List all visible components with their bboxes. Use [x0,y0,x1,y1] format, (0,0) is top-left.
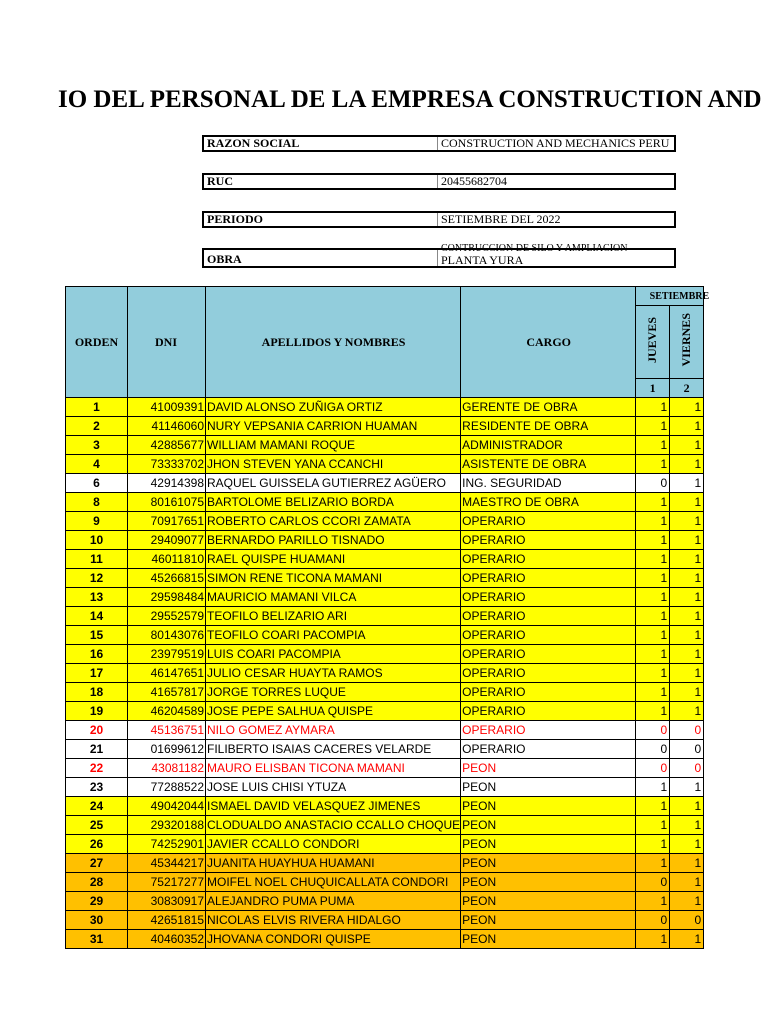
cell-day1[interactable]: 1 [636,835,670,854]
cell-day2[interactable]: 1 [670,664,704,683]
cell-day2[interactable]: 1 [670,398,704,417]
cell-orden[interactable]: 6 [66,474,128,493]
cell-nombre[interactable]: MAURICIO MAMANI VILCA [206,588,461,607]
cell-dni[interactable]: 41146060 [128,417,206,436]
cell-day1[interactable]: 1 [636,816,670,835]
table-row [66,398,704,417]
attendance-table [65,286,710,949]
cell-day2[interactable]: 1 [670,645,704,664]
header-day2-num[interactable]: 2 [670,379,704,398]
cell-dni[interactable]: 42914398 [128,474,206,493]
cell-dni[interactable]: 40460352 [128,930,206,949]
cell-orden[interactable]: 19 [66,702,128,721]
cell-cargo[interactable]: OPERARIO [461,531,636,550]
cell-orden[interactable]: 25 [66,816,128,835]
cell-day2[interactable]: 1 [670,854,704,873]
cell-orden[interactable]: 3 [66,436,128,455]
cell-orden[interactable]: 2 [66,417,128,436]
cell-day2[interactable]: 1 [670,816,704,835]
cell-dni[interactable]: 41009391 [128,398,206,417]
cell-cargo[interactable]: PEON [461,759,636,778]
cell-day2[interactable]: 1 [670,417,704,436]
table-row [66,607,704,626]
cell-cargo[interactable]: PEON [461,892,636,911]
cell-cargo[interactable]: RESIDENTE DE OBRA [461,417,636,436]
table-row [66,455,704,474]
periodo-row [202,211,676,228]
table-row [66,474,704,493]
cell-day1[interactable]: 1 [636,607,670,626]
cell-orden[interactable]: 24 [66,797,128,816]
cell-day1[interactable]: 1 [636,664,670,683]
razon-social-label: RAZON SOCIAL [204,137,438,150]
cell-day1[interactable]: 1 [636,930,670,949]
cell-nombre[interactable]: JOSE LUIS CHISI YTUZA [206,778,461,797]
table-row [66,626,704,645]
cell-day1[interactable]: 0 [636,759,670,778]
cell-dni[interactable]: 41657817 [128,683,206,702]
cell-day1[interactable]: 1 [636,645,670,664]
table-row [66,816,704,835]
cell-nombre[interactable]: NURY VEPSANIA CARRION HUAMAN [206,417,461,436]
periodo-label: PERIODO [204,213,438,226]
cell-day1[interactable]: 1 [636,588,670,607]
periodo-value[interactable]: SETIEMBRE DEL 2022 [441,212,561,226]
cell-day2[interactable]: 1 [670,626,704,645]
cell-day2[interactable]: 1 [670,892,704,911]
cell-nombre[interactable]: ROBERTO CARLOS CCORI ZAMATA [206,512,461,531]
cell-day2[interactable]: 1 [670,873,704,892]
cell-day1[interactable]: 1 [636,512,670,531]
table-row [66,892,704,911]
cell-day2[interactable]: 1 [670,512,704,531]
cell-day1[interactable]: 0 [636,740,670,759]
cell-nombre[interactable]: CLODUALDO ANASTACIO CCALLO CHOQUE [206,816,461,835]
cell-cargo[interactable]: PEON [461,930,636,949]
cell-cargo[interactable]: ASISTENTE DE OBRA [461,455,636,474]
cell-dni[interactable]: 29552579 [128,607,206,626]
table-row [66,911,704,930]
cell-day1[interactable]: 1 [636,778,670,797]
cell-dni[interactable]: 70917651 [128,512,206,531]
table-row [66,702,704,721]
cell-orden[interactable]: 22 [66,759,128,778]
cell-day1[interactable]: 0 [636,911,670,930]
cell-dni[interactable]: 42885677 [128,436,206,455]
cell-day2[interactable]: 1 [670,702,704,721]
cell-nombre[interactable]: DAVID ALONSO ZUÑIGA ORTIZ [206,398,461,417]
cell-orden[interactable]: 13 [66,588,128,607]
cell-orden[interactable]: 20 [66,721,128,740]
cell-day1[interactable]: 1 [636,398,670,417]
cell-day1[interactable]: 1 [636,550,670,569]
cell-dni[interactable]: 46011810 [128,550,206,569]
sheet-title: IO DEL PERSONAL DE LA EMPRESA CONSTRUCTION AND [58,86,762,113]
cell-day1[interactable]: 1 [636,417,670,436]
cell-cargo[interactable]: OPERARIO [461,626,636,645]
cell-nombre[interactable]: JOSE PEPE SALHUA QUISPE [206,702,461,721]
cell-cargo[interactable]: OPERARIO [461,607,636,626]
cell-day1[interactable]: 1 [636,702,670,721]
razon-social-row [202,135,676,152]
cell-orden[interactable]: 9 [66,512,128,531]
cell-nombre[interactable]: ALEJANDRO PUMA PUMA [206,892,461,911]
cell-nombre[interactable]: ISMAEL DAVID VELASQUEZ JIMENES [206,797,461,816]
cell-dni[interactable]: 29409077 [128,531,206,550]
table-row [66,797,704,816]
cell-dni[interactable]: 29598484 [128,588,206,607]
cell-orden[interactable]: 12 [66,569,128,588]
header-day2-name[interactable]: VIERNES [670,306,704,379]
cell-dni[interactable]: 42651815 [128,911,206,930]
cell-cargo[interactable]: PEON [461,911,636,930]
cell-nombre[interactable]: JHOVANA CONDORI QUISPE [206,930,461,949]
cell-cargo[interactable]: PEON [461,816,636,835]
obra-value-top: CONTRUCCION DE SILO Y AMPLIACION [441,243,628,254]
cell-nombre[interactable]: NILO GOMEZ AYMARA [206,721,461,740]
table-row [66,436,704,455]
cell-cargo[interactable]: PEON [461,797,636,816]
cell-dni[interactable]: 23979519 [128,645,206,664]
obra-value[interactable] [438,243,674,267]
cell-day1[interactable]: 1 [636,531,670,550]
cell-nombre[interactable]: JUANITA HUAYHUA HUAMANI [206,854,461,873]
cell-day1[interactable]: 1 [636,797,670,816]
cell-cargo[interactable]: ING. SEGURIDAD [461,474,636,493]
cell-day2[interactable]: 0 [670,759,704,778]
table-row [66,683,704,702]
cell-nombre[interactable]: BARTOLOME BELIZARIO BORDA [206,493,461,512]
ruc-row [202,173,676,190]
cell-day1[interactable]: 1 [636,892,670,911]
table-row [66,417,704,436]
cell-day2[interactable]: 1 [670,550,704,569]
header-cargo[interactable]: CARGO [461,287,636,398]
cell-cargo[interactable]: OPERARIO [461,664,636,683]
cell-day2[interactable]: 1 [670,588,704,607]
cell-nombre[interactable]: RAEL QUISPE HUAMANI [206,550,461,569]
cell-orden[interactable]: 4 [66,455,128,474]
cell-cargo[interactable]: PEON [461,835,636,854]
cell-day2[interactable]: 1 [670,493,704,512]
cell-orden[interactable]: 8 [66,493,128,512]
cell-orden[interactable]: 14 [66,607,128,626]
cell-cargo[interactable]: PEON [461,778,636,797]
cell-day1[interactable]: 1 [636,683,670,702]
cell-day2[interactable]: 1 [670,835,704,854]
table-row [66,531,704,550]
header-nombres[interactable]: APELLIDOS Y NOMBRES [206,287,461,398]
table-row [66,759,704,778]
cell-day2[interactable]: 1 [670,797,704,816]
cell-orden[interactable]: 30 [66,911,128,930]
cell-nombre[interactable]: JHON STEVEN YANA CCANCHI [206,455,461,474]
cell-dni[interactable]: 80143076 [128,626,206,645]
header-dni[interactable]: DNI [128,287,206,398]
cell-dni[interactable]: 49042044 [128,797,206,816]
table-row [66,512,704,531]
table-row [66,740,704,759]
cell-dni[interactable]: 46204589 [128,702,206,721]
cell-day2[interactable]: 1 [670,607,704,626]
table-row [66,930,704,949]
cell-nombre[interactable]: MOIFEL NOEL CHUQUICALLATA CONDORI [206,873,461,892]
cell-orden[interactable]: 27 [66,854,128,873]
cell-nombre[interactable]: BERNARDO PARILLO TISNADO [206,531,461,550]
cell-day1[interactable]: 0 [636,474,670,493]
obra-value-main: PLANTA YURA [441,253,524,267]
cell-dni[interactable]: 45136751 [128,721,206,740]
cell-nombre[interactable]: JAVIER CCALLO CONDORI [206,835,461,854]
cell-cargo[interactable]: OPERARIO [461,683,636,702]
cell-nombre[interactable]: WILLIAM MAMANI ROQUE [206,436,461,455]
cell-day2[interactable]: 0 [670,911,704,930]
cell-dni[interactable]: 30830917 [128,892,206,911]
cell-day2[interactable]: 1 [670,455,704,474]
cell-cargo[interactable]: OPERARIO [461,645,636,664]
table-row [66,873,704,892]
cell-cargo[interactable]: ADMINISTRADOR [461,436,636,455]
table-row [66,569,704,588]
cell-day1[interactable]: 1 [636,854,670,873]
cell-dni[interactable]: 29320188 [128,816,206,835]
header-day1-name[interactable]: JUEVES [636,306,670,379]
cell-cargo[interactable]: OPERARIO [461,569,636,588]
cell-dni[interactable]: 75217277 [128,873,206,892]
obra-row [202,243,676,268]
cell-dni[interactable]: 80161075 [128,493,206,512]
cell-cargo[interactable]: OPERARIO [461,702,636,721]
cell-dni[interactable]: 45344217 [128,854,206,873]
cell-orden[interactable]: 10 [66,531,128,550]
cell-day1[interactable]: 1 [636,569,670,588]
cell-day1[interactable]: 0 [636,721,670,740]
table-row [66,645,704,664]
cell-orden[interactable]: 23 [66,778,128,797]
cell-cargo[interactable]: OPERARIO [461,512,636,531]
cell-day1[interactable]: 1 [636,626,670,645]
table-row [66,588,704,607]
cell-day1[interactable]: 1 [636,455,670,474]
cell-nombre[interactable]: SIMON RENE TICONA MAMANI [206,569,461,588]
cell-nombre[interactable]: RAQUEL GUISSELA GUTIERREZ AGÜERO [206,474,461,493]
cell-cargo[interactable]: OPERARIO [461,550,636,569]
cell-orden[interactable]: 1 [66,398,128,417]
cell-nombre[interactable]: TEOFILO COARI PACOMPIA [206,626,461,645]
cell-day2[interactable]: 1 [670,569,704,588]
cell-day1[interactable]: 0 [636,873,670,892]
cell-cargo[interactable]: GERENTE DE OBRA [461,398,636,417]
cell-day2[interactable]: 1 [670,778,704,797]
table-row [66,835,704,854]
cell-nombre[interactable]: JULIO CESAR HUAYTA RAMOS [206,664,461,683]
ruc-label: RUC [204,175,438,188]
cell-orden[interactable]: 31 [66,930,128,949]
table-row [66,493,704,512]
cell-orden[interactable]: 29 [66,892,128,911]
cell-day1[interactable]: 1 [636,493,670,512]
cell-orden[interactable]: 17 [66,664,128,683]
cell-dni[interactable]: 43081182 [128,759,206,778]
cell-dni[interactable]: 01699612 [128,740,206,759]
cell-day2[interactable]: 1 [670,436,704,455]
cell-orden[interactable]: 26 [66,835,128,854]
cell-dni[interactable]: 46147651 [128,664,206,683]
cell-nombre[interactable]: TEOFILO BELIZARIO ARI [206,607,461,626]
cell-orden[interactable]: 16 [66,645,128,664]
cell-cargo[interactable]: PEON [461,873,636,892]
table-row [66,854,704,873]
table-row [66,550,704,569]
cell-day2[interactable]: 1 [670,930,704,949]
cell-day1[interactable]: 1 [636,436,670,455]
cell-orden[interactable]: 21 [66,740,128,759]
cell-nombre[interactable]: JORGE TORRES LUQUE [206,683,461,702]
cell-day2[interactable]: 1 [670,683,704,702]
cell-dni[interactable]: 45266815 [128,569,206,588]
cell-day2[interactable]: 0 [670,721,704,740]
table-row [66,721,704,740]
cell-dni[interactable]: 74252901 [128,835,206,854]
table-row [66,664,704,683]
cell-nombre[interactable]: LUIS COARI PACOMPIA [206,645,461,664]
header-month[interactable]: SETIEMBRE [636,287,704,306]
cell-nombre[interactable]: FILIBERTO ISAIAS CACERES VELARDE [206,740,461,759]
cell-day2[interactable]: 1 [670,474,704,493]
table-row [66,778,704,797]
header-day1-num[interactable]: 1 [636,379,670,398]
cell-orden[interactable]: 18 [66,683,128,702]
cell-cargo[interactable]: MAESTRO DE OBRA [461,493,636,512]
ruc-value[interactable]: 20455682704 [441,174,507,188]
cell-day2[interactable]: 0 [670,740,704,759]
cell-dni[interactable]: 73333702 [128,455,206,474]
razon-social-value[interactable]: CONSTRUCTION AND MECHANICS PERU [441,136,670,150]
cell-cargo[interactable]: PEON [461,854,636,873]
header-orden[interactable]: ORDEN [66,287,128,398]
cell-cargo[interactable]: OPERARIO [461,721,636,740]
cell-orden[interactable]: 11 [66,550,128,569]
obra-label: OBRA [204,250,438,266]
cell-dni[interactable]: 77288522 [128,778,206,797]
cell-nombre[interactable]: NICOLAS ELVIS RIVERA HIDALGO [206,911,461,930]
cell-orden[interactable]: 28 [66,873,128,892]
cell-cargo[interactable]: OPERARIO [461,588,636,607]
cell-cargo[interactable]: OPERARIO [461,740,636,759]
cell-day2[interactable]: 1 [670,531,704,550]
cell-orden[interactable]: 15 [66,626,128,645]
cell-nombre[interactable]: MAURO ELISBAN TICONA MAMANI [206,759,461,778]
